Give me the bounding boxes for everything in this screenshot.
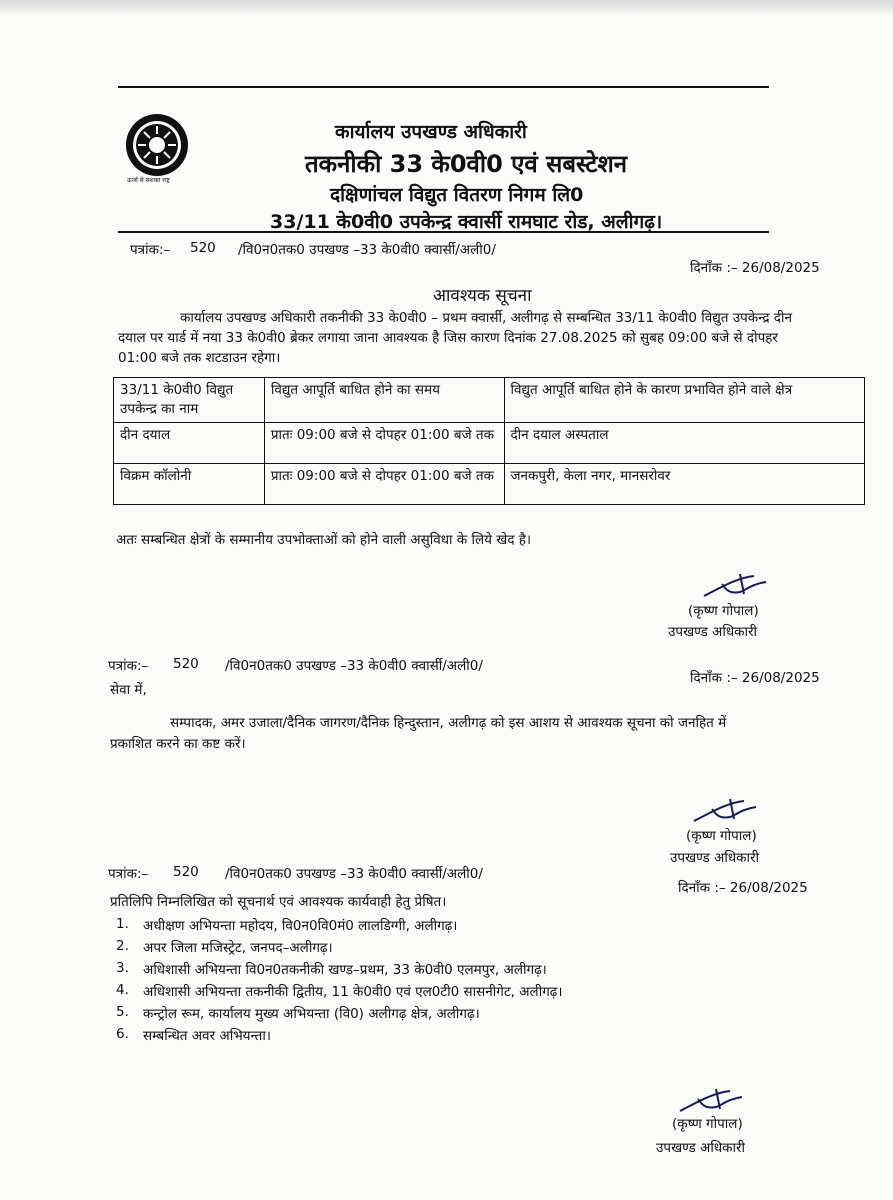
press-signatory-name: (कृष्ण गोपाल) [686,828,757,844]
notice-signatory-name: (कृष्ण गोपाल) [688,603,759,619]
notice-ref-path: /वि0न0तक0 उपखण्ड –33 के0वी0 क्वार्सी/अली0/ [238,242,496,258]
press-body-line2: प्रकाशित करने का कष्ट करें। [110,736,246,752]
notice-date: दिनाँक :– 26/08/2025 [690,260,820,276]
copy-signatory-name: (कृष्ण गोपाल) [672,1116,743,1132]
emblem-logo [124,112,190,178]
press-ref-path: /वि0न0तक0 उपखण्ड –33 के0वी0 क्वार्सी/अली0/ [225,658,483,674]
table-cell: जनकपुरी, केला नगर, मानसरोवर [504,464,865,505]
letterhead-top-rule [118,86,769,88]
corporation-name: दक्षिणांचल विद्युत वितरण निगम लि0 [330,184,584,206]
table-header-cell: विद्युत आपूर्ति बाधित होने का समय [264,378,504,423]
list-item: सम्बन्धित अवर अभियन्ता। [143,1028,271,1044]
press-date: दिनाँक :– 26/08/2025 [690,670,820,686]
scan-shadow [0,0,893,14]
list-item-number: 2. [116,938,129,954]
table-cell: विक्रम कॉलोनी [114,464,265,505]
copy-intro: प्रतिलिपि निम्नलिखित को सूचनार्थ एवं आवश्यक कार्यवाही हेतु प्रेषित। [110,894,447,910]
table-header-cell: 33/11 के0वी0 विद्युत उपकेन्द्र का नाम [114,378,265,423]
copy-signatory-title: उपखण्ड अधिकारी [656,1140,746,1156]
office-subtitle: तकनीकी 33 के0वी0 एवं सबस्टेशन [305,150,628,178]
table-cell: दीन दयाल अस्पताल [504,423,865,464]
list-item: कन्ट्रोल रूम, कार्यालय मुख्य अभियन्ता (वि0) अलीगढ़ क्षेत्र, अलीगढ़। [143,1006,480,1022]
list-item-number: 6. [116,1026,129,1042]
shutdown-schedule-table [113,377,865,505]
list-item: अधिशासी अभियन्ता वि0न0तकनीकी खण्ड–प्रथम, 33 के0वी0 एलमपुर, अलीगढ़। [143,962,547,978]
signature-mark [700,570,770,604]
table-header-cell: विद्युत आपूर्ति बाधित होने के कारण प्रभावित होने वाले क्षेत्र [504,378,865,423]
list-item-number: 1. [116,916,129,932]
list-item-number: 4. [116,982,129,998]
letterhead-bottom-rule [118,231,769,233]
notice-ref-number: 520 [190,240,216,256]
notice-body-line3: 01:00 बजे तक शटडाउन रहेगा। [118,350,281,366]
press-ref-number: 520 [173,656,199,672]
table-row [114,464,865,505]
signature-mark [690,795,760,829]
copy-ref-path: /वि0न0तक0 उपखण्ड –33 के0वी0 क्वार्सी/अली0/ [225,866,483,882]
notice-signatory-title: उपखण्ड अधिकारी [668,624,758,640]
press-body-line1: सम्पादक, अमर उजाला/दैनिक जागरण/दैनिक हिन्दुस्तान, अलीगढ़ को इस आशय से आवश्यक सूचना को जनहित में [170,715,727,731]
list-item: अधिशासी अभियन्ता तकनीकी द्वितीय, 11 के0वी0 एवं एल0टी0 सासनीगेट, अलीगढ़। [143,984,563,1000]
office-title: कार्यालय उपखण्ड अधिकारी [335,121,527,143]
copy-ref-label: पत्रांक:– [108,866,149,882]
table-cell: दीन दयाल [114,423,265,464]
logo-caption: ऊर्जा से सशक्त राष्ट्र [127,177,170,184]
notice-subject: आवश्यक सूचना [433,286,532,306]
table-cell: प्रातः 09:00 बजे से दोपहर 01:00 बजे तक [264,423,504,464]
notice-body-line1: कार्यालय उपखण्ड अधिकारी तकनीकी 33 के0वी0 – प्रथम क्वार्सी, अलीगढ़ से सम्बन्धित 33/11 के0वी0 विद्युत उपकेन्द्र दीन [180,310,792,326]
notice-body-line2: दयाल पर यार्ड में नया 33 के0वी0 ब्रेकर लगाया जाना आवश्यक है जिस कारण दिनांक 27.08.2025 को सुबह 09:00 बजे से दोपहर [118,330,778,346]
table-header-row [114,378,865,423]
office-address: 33/11 के0वी0 उपकेन्द्र क्वार्सी रामघाट रोड, अलीगढ़। [270,211,663,233]
notice-ref-label: पत्रांक:– [130,242,171,258]
press-signatory-title: उपखण्ड अधिकारी [670,850,760,866]
press-salutation: सेवा में, [110,682,147,698]
press-ref-label: पत्रांक:– [108,658,149,674]
table-cell: प्रातः 09:00 बजे से दोपहर 01:00 बजे तक [264,464,504,505]
table-row [114,423,865,464]
copy-date: दिनाँक :– 26/08/2025 [678,880,808,896]
list-item-number: 5. [116,1004,129,1020]
notice-closing: अतः सम्बन्धित क्षेत्रों के सम्मानीय उपभोक्ताओं को होने वाली असुविधा के लिये खेद है। [116,532,532,548]
list-item: अधीक्षण अभियन्ता महोदय, वि0न0वि0मं0 लालडिग्गी, अलीगढ़। [143,918,458,934]
list-item-number: 3. [116,960,129,976]
list-item: अपर जिला मजिस्ट्रेट, जनपद–अलीगढ़। [143,940,333,956]
copy-ref-number: 520 [173,864,199,880]
